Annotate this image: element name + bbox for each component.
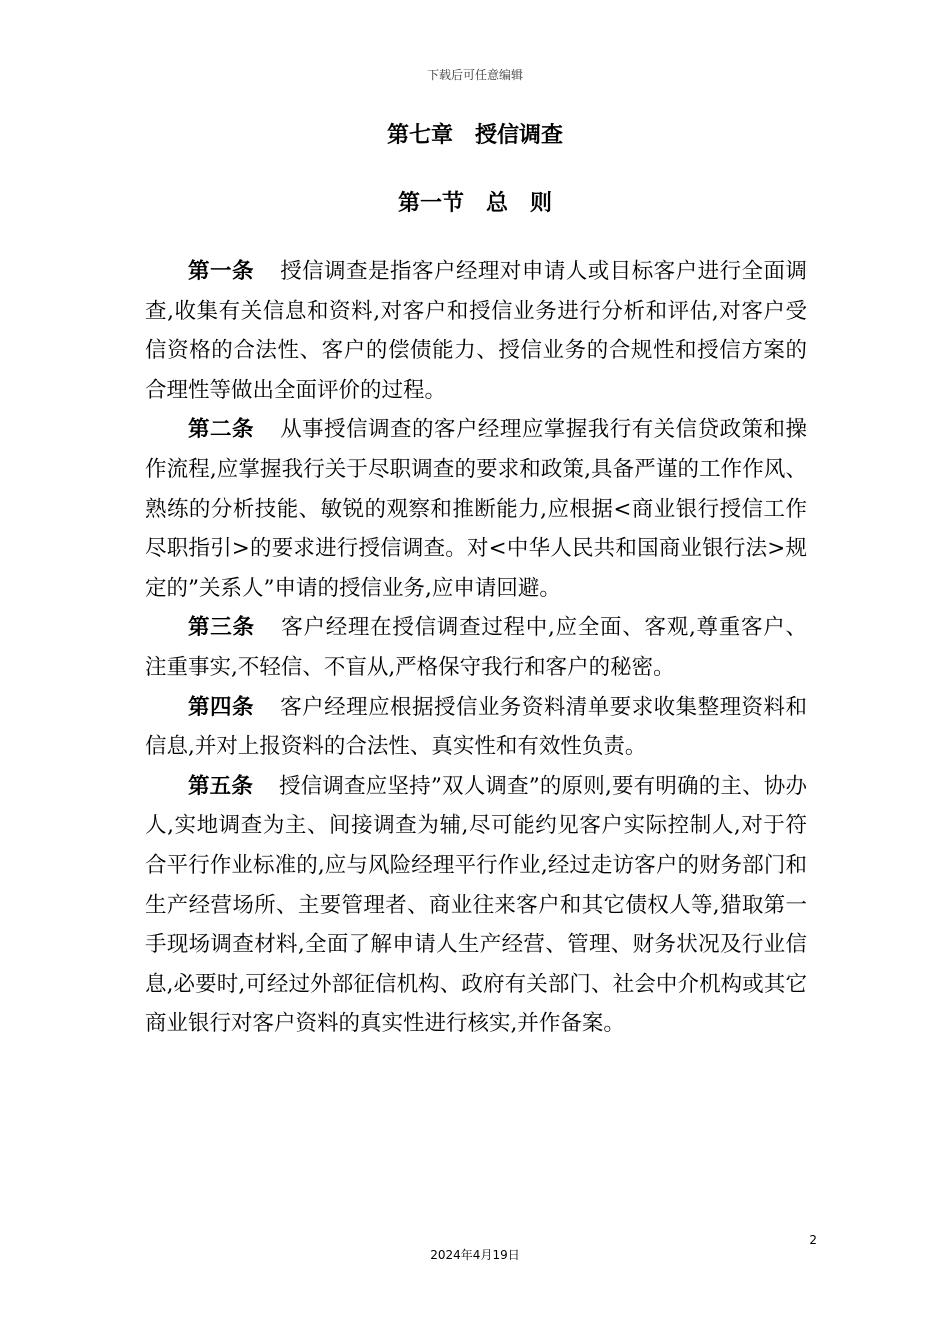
article-text: 授信调查是指客户经理对申请人或目标客户进行全面调查,收集有关信息和资料,对客户和授信业务进行分析和评估,对客户受信资格的合法性、客户的偿债能力、授信业务的合规性和授信方案的合理性等做出全面评价的过程。 xyxy=(145,259,807,403)
article-text: 授信调查应坚持”双人调查”的原则,要有明确的主、协办人,实地调查为主、间接调查为辅,尽可能约见客户实际控制人,对于符合平行作业标准的,应与风险经理平行作业,经过走访客户的财务部门和生产经营场所、主要管理者、商业往来客户和其它债权人等,猎取第一手现场调查材料,全面了解申请人生产经营、管理、财务状况及行业信息,必要时,可经过外部征信机构、政府有关部门、社会中介机构或其它商业银行对客户资料的真实性进行核实,并作备案。 xyxy=(145,773,807,1037)
article-text: 客户经理在授信调查过程中,应全面、客观,尊重客户、注重事实,不轻信、不盲从,严格保守我行和客户的秘密。 xyxy=(145,615,807,680)
article-2 xyxy=(145,410,807,608)
article-number: 第四条 xyxy=(188,694,254,720)
header-note: 下载后可任意编辑 xyxy=(426,68,523,82)
article-5 xyxy=(145,767,807,1044)
article-number: 第五条 xyxy=(188,773,254,799)
article-number: 第二条 xyxy=(188,417,254,443)
article-number: 第一条 xyxy=(188,259,254,284)
footer-date: 2024年4月19日 xyxy=(430,1248,520,1262)
article-number: 第三条 xyxy=(188,615,255,641)
chapter-title: 第七章 授信调查 xyxy=(386,123,563,148)
article-text: 从事授信调查的客户经理应掌握我行有关信贷政策和操作流程,应掌握我行关于尽职调查的要求和政策,具备严谨的工作作风、熟练的分析技能、敏锐的观察和推断能力,应根据<商业银行授信工作尽职指引>的要求进行授信调查。对<中华人民共和国商业银行法>规定的”关系人”申请的授信业务,应申请回避。 xyxy=(145,417,807,601)
article-text: 客户经理应根据授信业务资料清单要求收集整理资料和信息,并对上报资料的合法性、真实性和有效性负责。 xyxy=(145,694,807,760)
article-3 xyxy=(145,608,807,687)
document-body xyxy=(145,252,807,1044)
article-4 xyxy=(145,688,807,767)
page-number: 2 xyxy=(809,1233,817,1247)
section-title: 第一节 总 则 xyxy=(397,191,552,216)
article-1 xyxy=(145,252,807,410)
